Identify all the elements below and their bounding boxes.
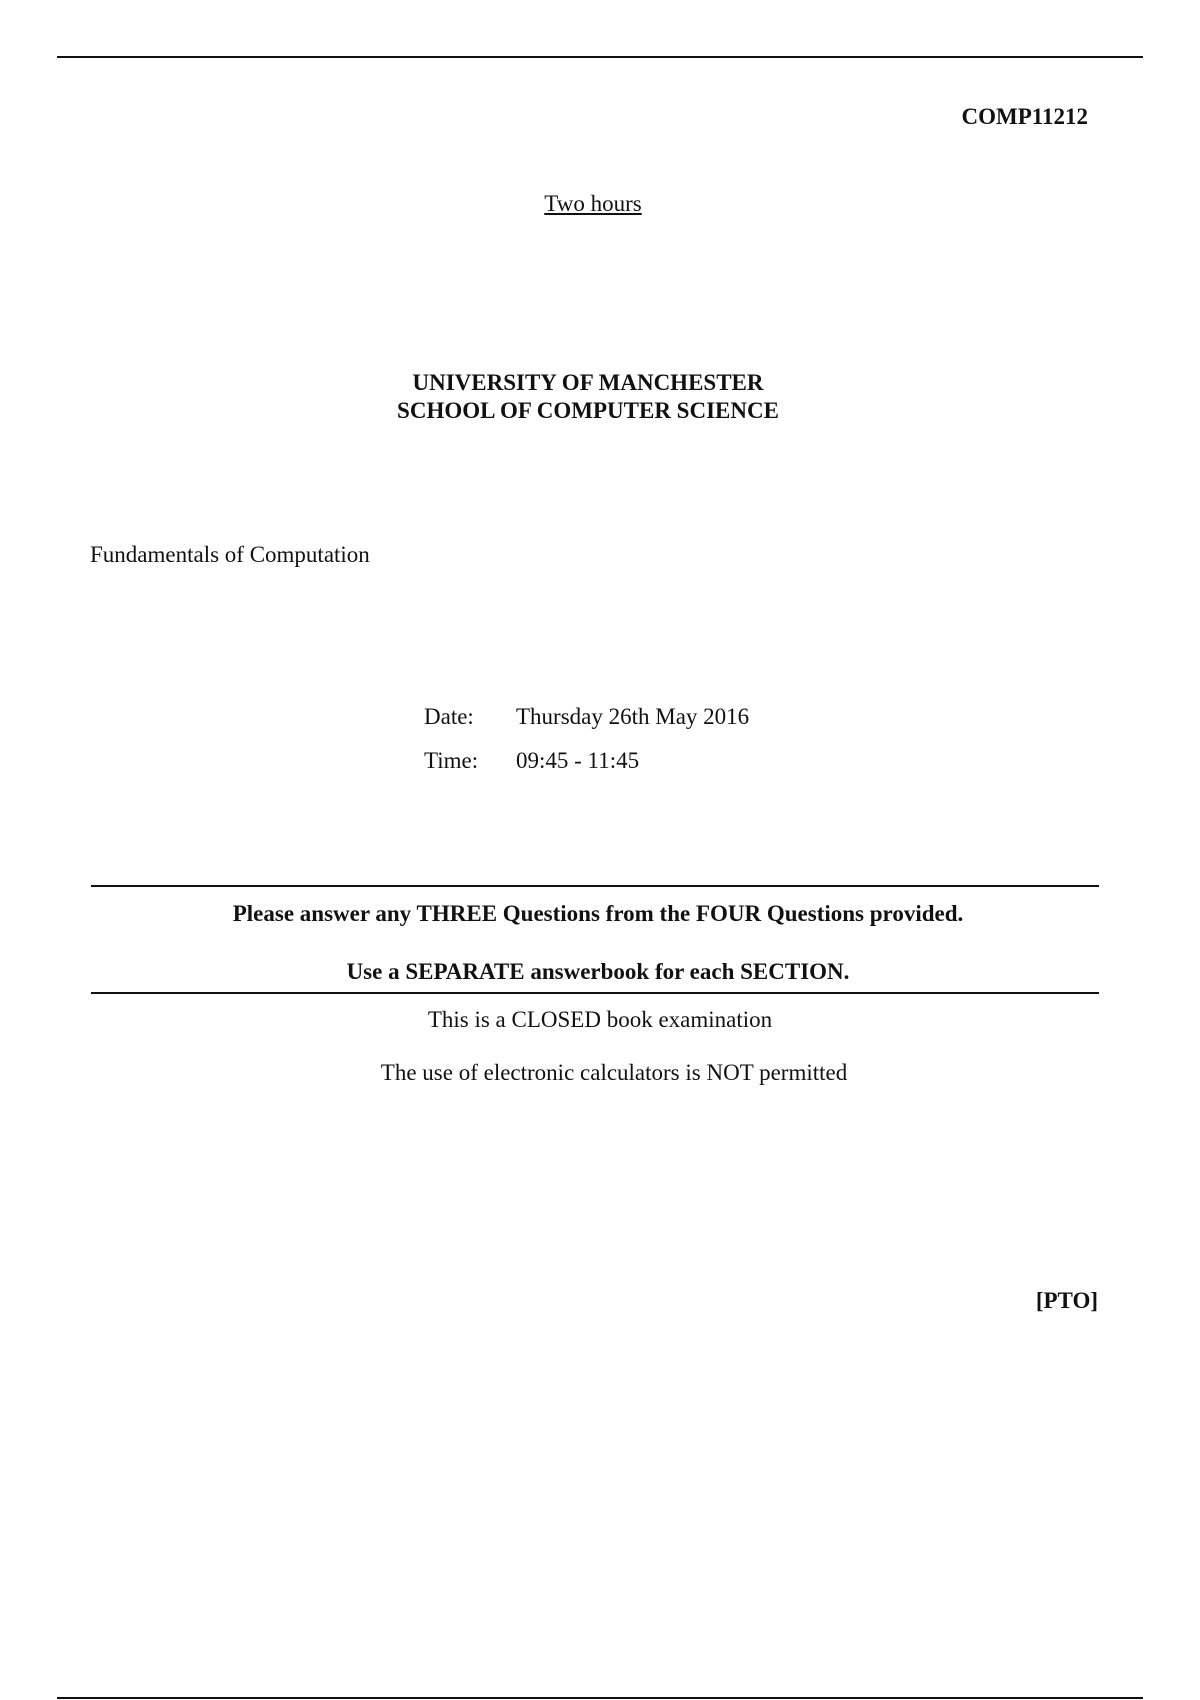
instructions-bottom-rule [91, 992, 1099, 994]
date-value: Thursday 26th May 2016 [516, 704, 750, 729]
date-label: Date: [424, 704, 474, 729]
calculator-note: The use of electronic calculators is NOT permitted [380, 1060, 848, 1085]
closed-book-note: This is a CLOSED book examination [427, 1007, 773, 1032]
instruction-separate-answerbook: Use a SEPARATE answerbook for each SECTION. [346, 959, 850, 984]
instructions-top-rule [91, 885, 1099, 887]
exam-duration [0, 192, 1186, 215]
top-rule [57, 56, 1143, 58]
exam-duration-text: Two hours [544, 191, 642, 216]
pto-marker: [PTO] [1035, 1288, 1098, 1313]
institution-line-2: SCHOOL OF COMPUTER SCIENCE [397, 398, 779, 423]
instruction-answer-three: Please answer any THREE Questions from the FOUR Questions provided. [232, 901, 964, 926]
time-value: 09:45 - 11:45 [516, 748, 640, 773]
time-label: Time: [424, 748, 479, 773]
exam-title: Fundamentals of Computation [90, 542, 370, 567]
bottom-rule [57, 1697, 1143, 1699]
institution-line-1: UNIVERSITY OF MANCHESTER [412, 370, 764, 395]
course-code: COMP11212 [961, 104, 1088, 129]
